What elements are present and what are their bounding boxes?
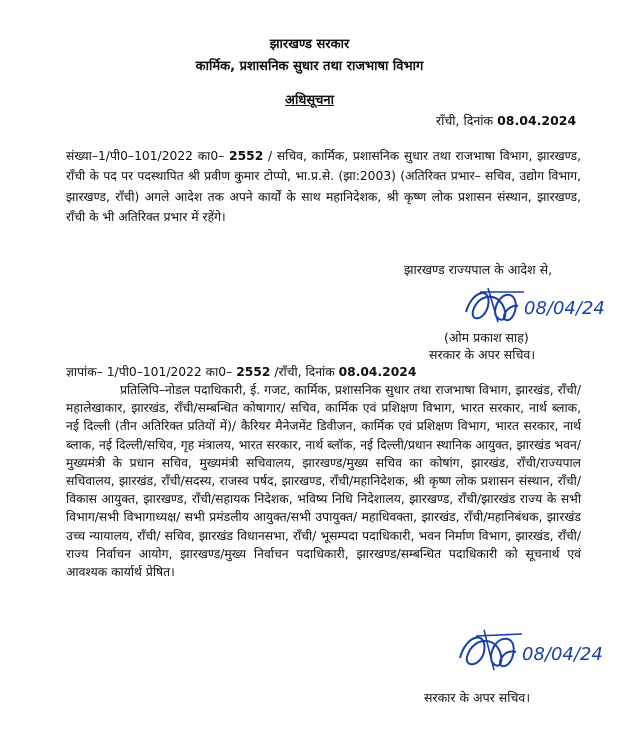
memo-number: 2552 [236, 365, 271, 379]
order-paragraph [66, 146, 581, 228]
order-number-prefix: संख्या–1/पी0–101/2022 का0– [66, 149, 230, 163]
notification-title: अधिसूचना [285, 93, 334, 108]
copy-text: प्रतिलिपि–नोडल पदाधिकारी, ई. गजट, कार्मिक, प्रशासनिक सुधार तथा राजभाषा विभाग, झारखंड, राँची/महालेखाकार, झारखंड, राँची/सम्बन्धित कोषागार/ सचिव, कार्मिक एवं प्रशिक्षण विभाग, भारत सरकार, नार्थ ब्लाक, नई दिल्ली (तीन अतिरिक्त प्रतियों में)/ कैरियर मैनेजमेंट डिवीजन, कार्मिक एवं प्रशिक्षण विभाग, भारत सरकार, नार्थ ब्लाक, नई दिल्ली/सचिव, गृह मंत्रालय, भारत सरकार, नार्थ ब्लॉक, नई दिल्ली/प्रधान स्थानिक आयुक्त, झारखंड भवन/मुख्यमंत्री के प्रधान सचिव, मुख्यमंत्री सचिवालय, झारखण्ड/मुख्य सचिव का कोषांग, झारखंड, राँची/राज्यपाल सचिवालय, झारखंड, राँची/सदस्य, राजस्व पर्षद, झारखण्ड, राँची/महानिदेशक, श्री कृष्ण लोक प्रशासन संस्थान, राँची/ विकास आयुक्त, झारखण्ड, राँची/सहायक निदेशक, भविष्य निधि निदेशालय, झारखण्ड, राँची/झारखंड राज्य के सभी विभाग/सभी विभागाध्यक्ष/ सभी प्रमंडलीय आयुक्त/सभी उपायुक्त/ महाधिवक्ता, झारखंड, राँची/महानिबंधक, झारखंड उच्च न्यायालय, राँची/ सचिव, झारखंड विधानसभा, राँची/ भूसम्पदा पदाधिकारी, भवन निर्माण विभाग, झारखंड, राँची/राज्य निर्वाचन आयोग, झारखण्ड/मुख्य निर्वाचन पदाधिकारी, झारखण्ड/सम्बन्धित पदाधिकारी को सूचनार्थ एवं आवश्यक कार्यार्थ प्रेषित। [66, 383, 581, 580]
memo-mid: /राँची, दिनांक [270, 365, 339, 379]
government-name: झारखण्ड सरकार [269, 37, 350, 52]
order-body: / सचिव, कार्मिक, प्रशासनिक सुधार तथा राजभाषा विभाग, झारखण्ड, राँची के पद पर पदस्थापित श्री प्रवीण कुमार टोप्पो, भा.प्र.से. (झा:2003) (अतिरिक्त प्रभार– सचिव, उद्योग विभाग, झारखण्ड, राँची) अगले आदेश तक अपने कार्यों के साथ महानिदेशक, श्री कृष्ण लोक प्रशासन संस्थान, झारखण्ड, राँची के भी अतिरिक्त प्रभार में रहेंगे। [66, 149, 581, 225]
signature-date-1: 08/04/24 [524, 298, 605, 319]
memo-number-prefix: ज्ञापांक– 1/पी0–101/2022 का0– [66, 365, 237, 379]
signatory-designation-2: सरकार के अपर सचिव। [424, 690, 531, 705]
signatory-designation: सरकार के अपर सचिव। [429, 347, 536, 362]
signatory-name: (ओम प्रकाश साह) [444, 330, 529, 345]
signature-scribble-2 [452, 624, 608, 680]
memo-number-line [66, 363, 416, 380]
signature-date-2: 08/04/24 [522, 644, 603, 665]
copy-paragraph [66, 381, 581, 581]
dateline-prefix: राँची, दिनांक [436, 113, 494, 128]
by-order-line: झारखण्ड राज्यपाल के आदेश से, [404, 262, 553, 277]
department-name: कार्मिक, प्रशासनिक सुधार तथा राजभाषा विभाग [195, 59, 424, 74]
order-number: 2552 [229, 149, 264, 163]
signature-scribble-1 [458, 282, 608, 332]
memo-date: 08.04.2024 [338, 365, 417, 379]
dateline-date: 08.04.2024 [497, 113, 577, 128]
dateline [436, 112, 576, 129]
